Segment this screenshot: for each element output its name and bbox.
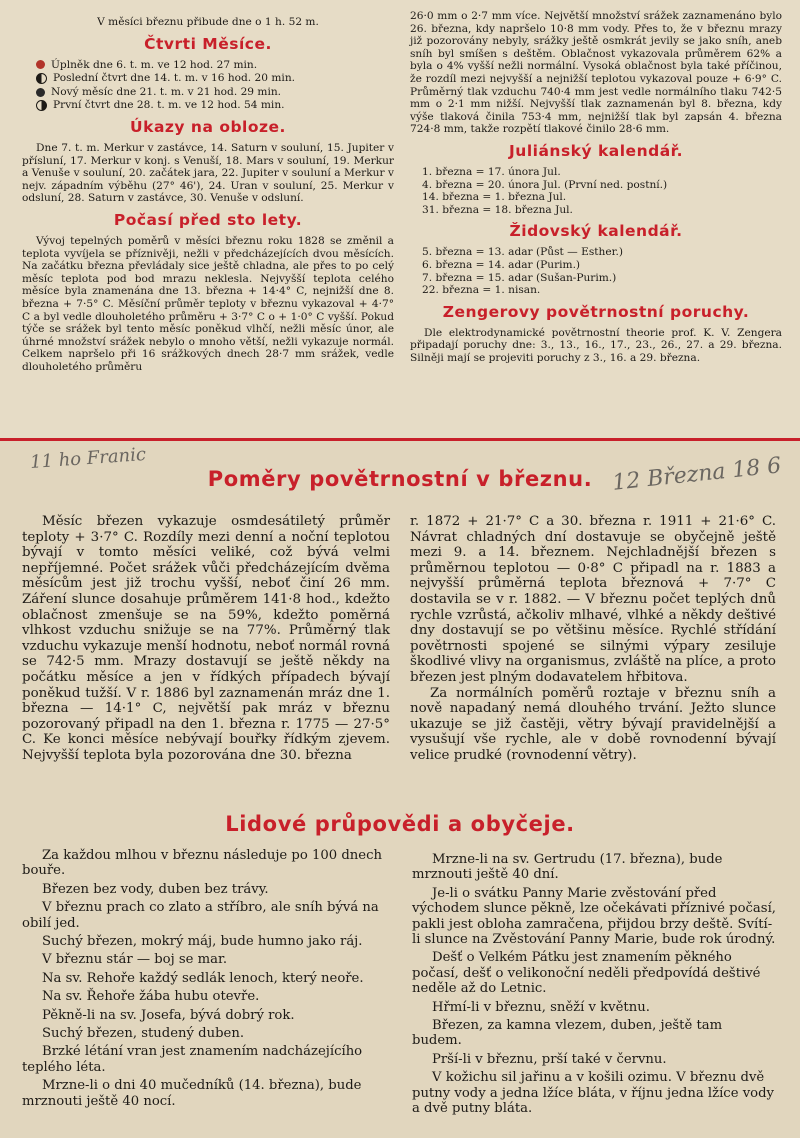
moon-phase-text: První čtvrt dne 28. t. m. ve 12 hod. 54 min. [53, 99, 285, 112]
list-item: 31. března = 18. března Jul. [422, 203, 573, 216]
saying: V březnu stár — boj se mar. [42, 952, 228, 968]
folk-sayings-right [412, 852, 776, 1120]
saying: Mrzne-li na sv. Gertrudu (17. března), bude mrznouti ještě 40 dní. [412, 852, 723, 883]
list-item: 5. března = 13. adar (Půst — Esther.) [422, 246, 624, 259]
jewish-calendar-title: Židovský kalendář. [509, 222, 683, 241]
weather-century-title: Počasí před sto lety. [113, 210, 303, 229]
list-item: 4. března = 20. února Jul. (První ned. postní.) [422, 178, 668, 191]
moon-phase-text: Poslední čtvrt dne 14. t. m. v 16 hod. 20 min. [53, 72, 296, 85]
list-item: 1. března = 17. února Jul. [422, 165, 561, 178]
saying: Hřmí-li v březnu, sněží v květnu. [432, 999, 650, 1015]
moon-phase-last [36, 72, 394, 85]
saying: Prší-li v březnu, prší také v červnu. [432, 1051, 667, 1067]
top-right-column [410, 10, 782, 364]
moon-phase-full [36, 59, 394, 72]
saying: V březnu prach co zlato a stříbro, ale sníh bývá na obilí jed. [22, 900, 379, 931]
moon-phase-text: Úplněk dne 6. t. m. ve 12 hod. 27 min. [51, 58, 258, 71]
saying: Brzké létání vran jest znamením nadcházejícího teplého léta. [22, 1044, 363, 1075]
julian-calendar-list [422, 166, 782, 216]
moon-phases-list [22, 59, 394, 112]
moon-phase-new [36, 86, 394, 99]
paragraph: r. 1872 + 21·7° C a 30. března r. 1911 + 21·6° C. Návrat chladných dní dostavuje se obyčejně ještě mezi 9. a 14. březnem. Nejchladnější březen s průměrnou teplotou — 0·8° C připadl na r. 1883 a nejvyšší průměrná teplota březnová + 7·7° C dostavila se v r. 1882. — V březnu počet teplých dnů rychle vzrůstá, ačkoliv mlhavé, vlhké a někdy deštivé dny dostavují se po většinu měsíce. Rychlé střídání povětrnosti spojené se silnými výpary zesiluje škodlivé vlivy na organismus, zvláště na plíce, a proto březen jest plným dodavatelem hřbitova. [410, 514, 776, 685]
new-moon-icon [36, 88, 45, 97]
list-item: 6. března = 14. adar (Purim.) [422, 258, 581, 271]
list-item: 7. března = 15. adar (Sušan-Purim.) [422, 271, 617, 284]
zenger-text: Dle elektrodynamické povětrnostní theorie prof. K. V. Zengera připadají poruchy dne: 3., 13., 16., 17., 23., 26., 27. a 29. března. Silněji mají se projeviti poruchy z 3., 16. a 29. března. [410, 326, 782, 364]
moon-phases-title: Čtvrti Měsíce. [144, 34, 272, 53]
handwritten-note-right: 12 Března 18 6 [611, 453, 783, 496]
weather-century-text: Vývoj tepelných poměrů v měsíci březnu roku 1828 se změnil a teplota vyvíjela se příznivěji, nežli v předcházejících dvou měsících. Na začátku března převládaly sice ještě chladna, ale přes to po celý měsíc teplota pod bod mrazu neklesla. Nejvyšší teplota celého měsíce byla znamenána dne 13. března + 14·4° C, nejnižší dne 8. března + 7·5° C. Měsíční průměr teploty v březnu vykazoval + 4·7° C a byl vedle dlouholetého průměru + 3·7° C o + 1·0° C vyšší. Pokud týče se srážek byl tento měsíc poněkud vlhčí, nežli měsíc únor, ale úhrné množství srážek nebylo o mnoho větší, nežli vykazuje normál. Celkem napršelo při 16 srážkových dnech 28·7 mm srážek, vedle dlouholetého průměru [22, 234, 394, 373]
saying: Dešť o Velkém Pátku jest znamením pěkného počasí, dešť o velikonoční neděli předpovídá deštivé neděle až do Letnic. [412, 950, 761, 997]
moon-phase-first [36, 99, 394, 112]
paragraph: Měsíc březen vykazuje osmdesátiletý průměr teploty + 3·7° C. Rozdíly mezi denní a noční teplotou bývají v tomto měsíci veliké, což bývá velmi nepříjemné. Počet srážek vůči předcházejícím dvěma měsícům jest již trochu vyšší, neboť činí 26 mm. Záření slunce dosahuje průměrem 141·8 hod., kdežto oblačnost zmenšuje se na 59%, kdežto poměrná vlhkost vzduchu snižuje se na 77%. Průměrný tlak vzduchu vykazuje menší hodnotu, neboť normál rovná se 742·5 mm. Mrazy dostavují se ještě někdy na počátku měsíce a jen v řídkých případech bývají poněkud tužší. V r. 1886 byl zaznamenán mráz dne 1. března — 14·1° C, největší pak mráz v březnu pozorovaný připadl na den 1. března r. 1775 — 27·5° C. Ke konci měsíce nebývají bouřky řídkým zjevem. Nejvyšší teplota byla pozorována dne 30. března [22, 514, 390, 763]
top-left-column [22, 10, 394, 373]
saying: Pěkně-li na sv. Josefa, bývá dobrý rok. [42, 1007, 295, 1023]
sky-events-text: Dne 7. t. m. Merkur v zastávce, 14. Saturn v souluní, 15. Jupiter v přísluní, 17. Merkur v konj. s Venuší, 18. Mars v souluní, 19. Merkur a Venuše v souluní, 20. začátek jara, 22. Jupiter v souluní a Merkur v nejv. západním výběhu (27° 46'), 24. Uran v souluní, 25. Merkur v odsluní, 28. Saturn v zastávce, 30. Venuše v odsluní. [22, 141, 394, 205]
top-section [0, 0, 800, 438]
saying: Březen, za kamna vlezem, duben, ještě tam budem. [412, 1018, 723, 1049]
list-item: 14. března = 1. března Jul. [422, 191, 567, 204]
moon-phase-text: Nový měsíc dne 21. t. m. v 21 hod. 29 min. [51, 85, 282, 98]
jewish-calendar-list [422, 246, 782, 296]
saying: V kožichu sil jařinu a v košili ozimu. V březnu dvě putny vody a jedna lžíce bláta, v říjnu jedna lžíce vody a dvě putny bláta. [412, 1070, 774, 1117]
weather-conditions-left [22, 514, 390, 764]
saying: Suchý březen, studený duben. [42, 1026, 245, 1042]
saying: Suchý březen, mokrý máj, bude humno jako ráj. [42, 934, 363, 950]
saying: Březen bez vody, duben bez trávy. [42, 881, 269, 897]
zenger-title: Zengerovy povětrnostní poruchy. [442, 302, 750, 321]
paragraph: Za normálních poměrů roztaje v březnu sníh a nově napadaný nemá dlouhého trvání. Ježto slunce ukazuje se již častěji, větry bývají pravidelnější a vysušují vše rychle, ale v době rovnodenní bývají velice prudké (rovnodenní větry). [410, 685, 776, 763]
saying: Mrzne-li o dni 40 mučedníků (14. března), bude mrznouti ještě 40 nocí. [22, 1078, 362, 1109]
daylight-intro: V měsíci březnu přibude dne o 1 h. 52 m. [97, 16, 319, 28]
weather-century-continued: 26·0 mm o 2·7 mm více. Největší množství srážek zaznamenáno bylo 26. března, kdy napršelo 10·8 mm vody. Přes to, že v březnu mrazy již pozorovány nebyly, srážky ještě osmkrát jevily se jako sníh, aneb sníh byl smíšen s deštěm. Oblačnost vykazovala průměrem 62% a byla o 4% vyšší nežli normální. Vysoká oblačnost byla také příčinou, že rozdíl mezi nejvyšší a nejnižší teplotou vykazoval pouze + 6·9° C. Průměrný tlak vzduchu 740·4 mm jest vedle normálního tlaku 742·5 mm o 2·1 mm nižší. Nejvyšší tlak zaznamenán byl 8. března, kdy výše tlaková činila 753·4 mm, nejnižší tlak byl zapsán 4. března 724·8 mm, takže rozpětí tlakové činilo 28·6 mm. [410, 10, 782, 136]
julian-calendar-title: Juliánský kalendář. [509, 141, 683, 160]
sky-events-title: Úkazy na obloze. [130, 117, 286, 136]
full-moon-icon [36, 60, 45, 69]
handwritten-note-left: 11 ho Franic [29, 443, 147, 474]
saying: Na sv. Rehoře každý sedlák lenoch, který neoře. [42, 970, 364, 986]
saying: Na sv. Řehoře žába hubu otevře. [42, 989, 260, 1005]
weather-conditions-title: Poměry povětrnostní v březnu. [207, 467, 593, 491]
saying: Je-li o svátku Panny Marie zvěstování před východem slunce pěkně, lze očekávati příznivé počasí, pakli jest obloha zamračena, přijdou brzy deště. Svítí-li slunce na Zvěstování Panny Marie, bude rok úrodný. [412, 885, 776, 948]
folk-sayings-left [22, 848, 387, 1112]
saying: Za každou mlhou v březnu následuje po 100 dnech bouře. [22, 848, 382, 879]
weather-conditions-right [410, 514, 776, 764]
list-item: 22. března = 1. nisan. [422, 284, 541, 297]
first-quarter-icon [36, 100, 47, 111]
last-quarter-icon [36, 73, 47, 84]
folk-sayings-title: Lidové průpovědi a obyčeje. [225, 812, 575, 836]
